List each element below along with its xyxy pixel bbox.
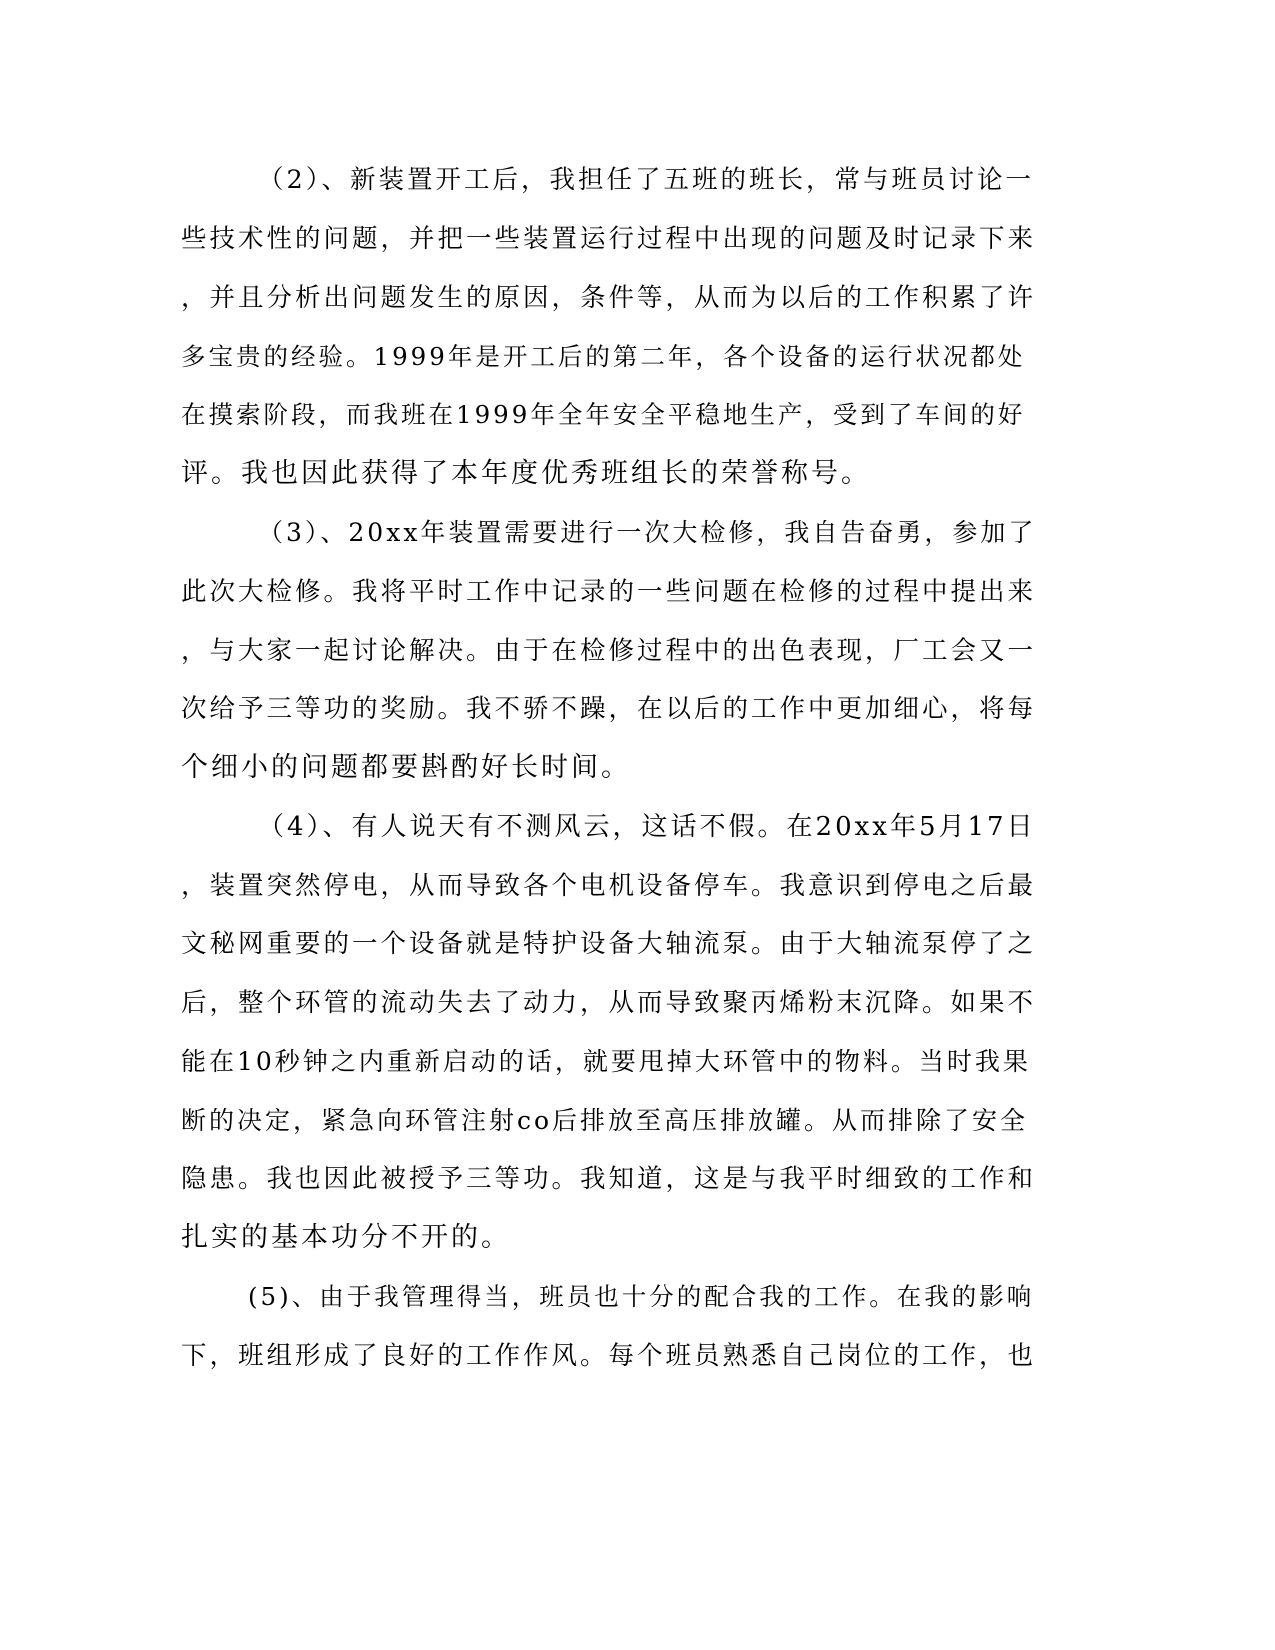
paragraph-4-line-5: 能在10秒钟之内重新启动的话，就要甩掉大环管中的物料。当时我果 <box>181 1047 1031 1076</box>
paragraph-2-line-2: 些技术性的问题，并把一些装置运行过程中出现的问题及时记录下来 <box>181 224 1037 254</box>
paragraph-2-line-6: 评。我也因此获得了本年度优秀班组长的荣誉称号。 <box>181 458 871 489</box>
paragraph-3-line-4: 次给予三等功的奖励。我不骄不躁，在以后的工作中更加细心，将每 <box>181 694 1037 724</box>
paragraph-5-line-2: 下，班组形成了良好的工作作风。每个班员熟悉自己岗位的工作，也 <box>181 1341 1037 1371</box>
paragraph-4-line-3: 文秘网重要的一个设备就是特护设备大轴流泵。由于大轴流泵停了之 <box>181 929 1037 959</box>
paragraph-4-line-4: 后，整个环管的流动失去了动力，从而导致聚丙烯粉末沉降。如果不 <box>181 988 1037 1018</box>
paragraph-3-line-1: （3）、20xx年装置需要进行一次大检修，我自告奋勇，参加了 <box>258 518 1037 547</box>
paragraph-2-line-5: 在摸索阶段，而我班在1999年全年安全平稳地生产，受到了车间的好 <box>181 400 1026 429</box>
paragraph-4-line-8: 扎实的基本功分不开的。 <box>181 1222 511 1253</box>
paragraph-3-line-5: 个细小的问题都要斟酌好长时间。 <box>181 752 631 783</box>
paragraph-2-line-1: （2）、新装置开工后，我担任了五班的班长，常与班员讨论一 <box>258 165 1034 195</box>
paragraph-3-line-3: ，与大家一起讨论解决。由于在检修过程中的出色表现，厂工会又一 <box>181 636 1037 666</box>
paragraph-4-line-2: ，装置突然停电，从而导致各个电机设备停车。我意识到停电之后最 <box>181 871 1037 901</box>
paragraph-2-line-4: 多宝贵的经验。1999年是开工后的第二年，各个设备的运行状况都处 <box>181 342 1026 371</box>
paragraph-4-line-6: 断的决定，紧急向环管注射co后排放至高压排放罐。从而排除了安全 <box>181 1106 1029 1135</box>
paragraph-3-line-2: 此次大检修。我将平时工作中记录的一些问题在检修的过程中提出来 <box>181 577 1037 607</box>
paragraph-5-line-1: (5)、由于我管理得当，班员也十分的配合我的工作。在我的影响 <box>248 1282 1035 1311</box>
paragraph-2-line-3: ，并且分析出问题发生的原因，条件等，从而为以后的工作积累了许 <box>181 283 1037 313</box>
paragraph-4-line-7: 隐患。我也因此被授予三等功。我知道，这是与我平时细致的工作和 <box>181 1164 1037 1194</box>
paragraph-4-line-1: （4）、有人说天有不测风云，这话不假。在20xx年5月17日 <box>258 812 1036 842</box>
